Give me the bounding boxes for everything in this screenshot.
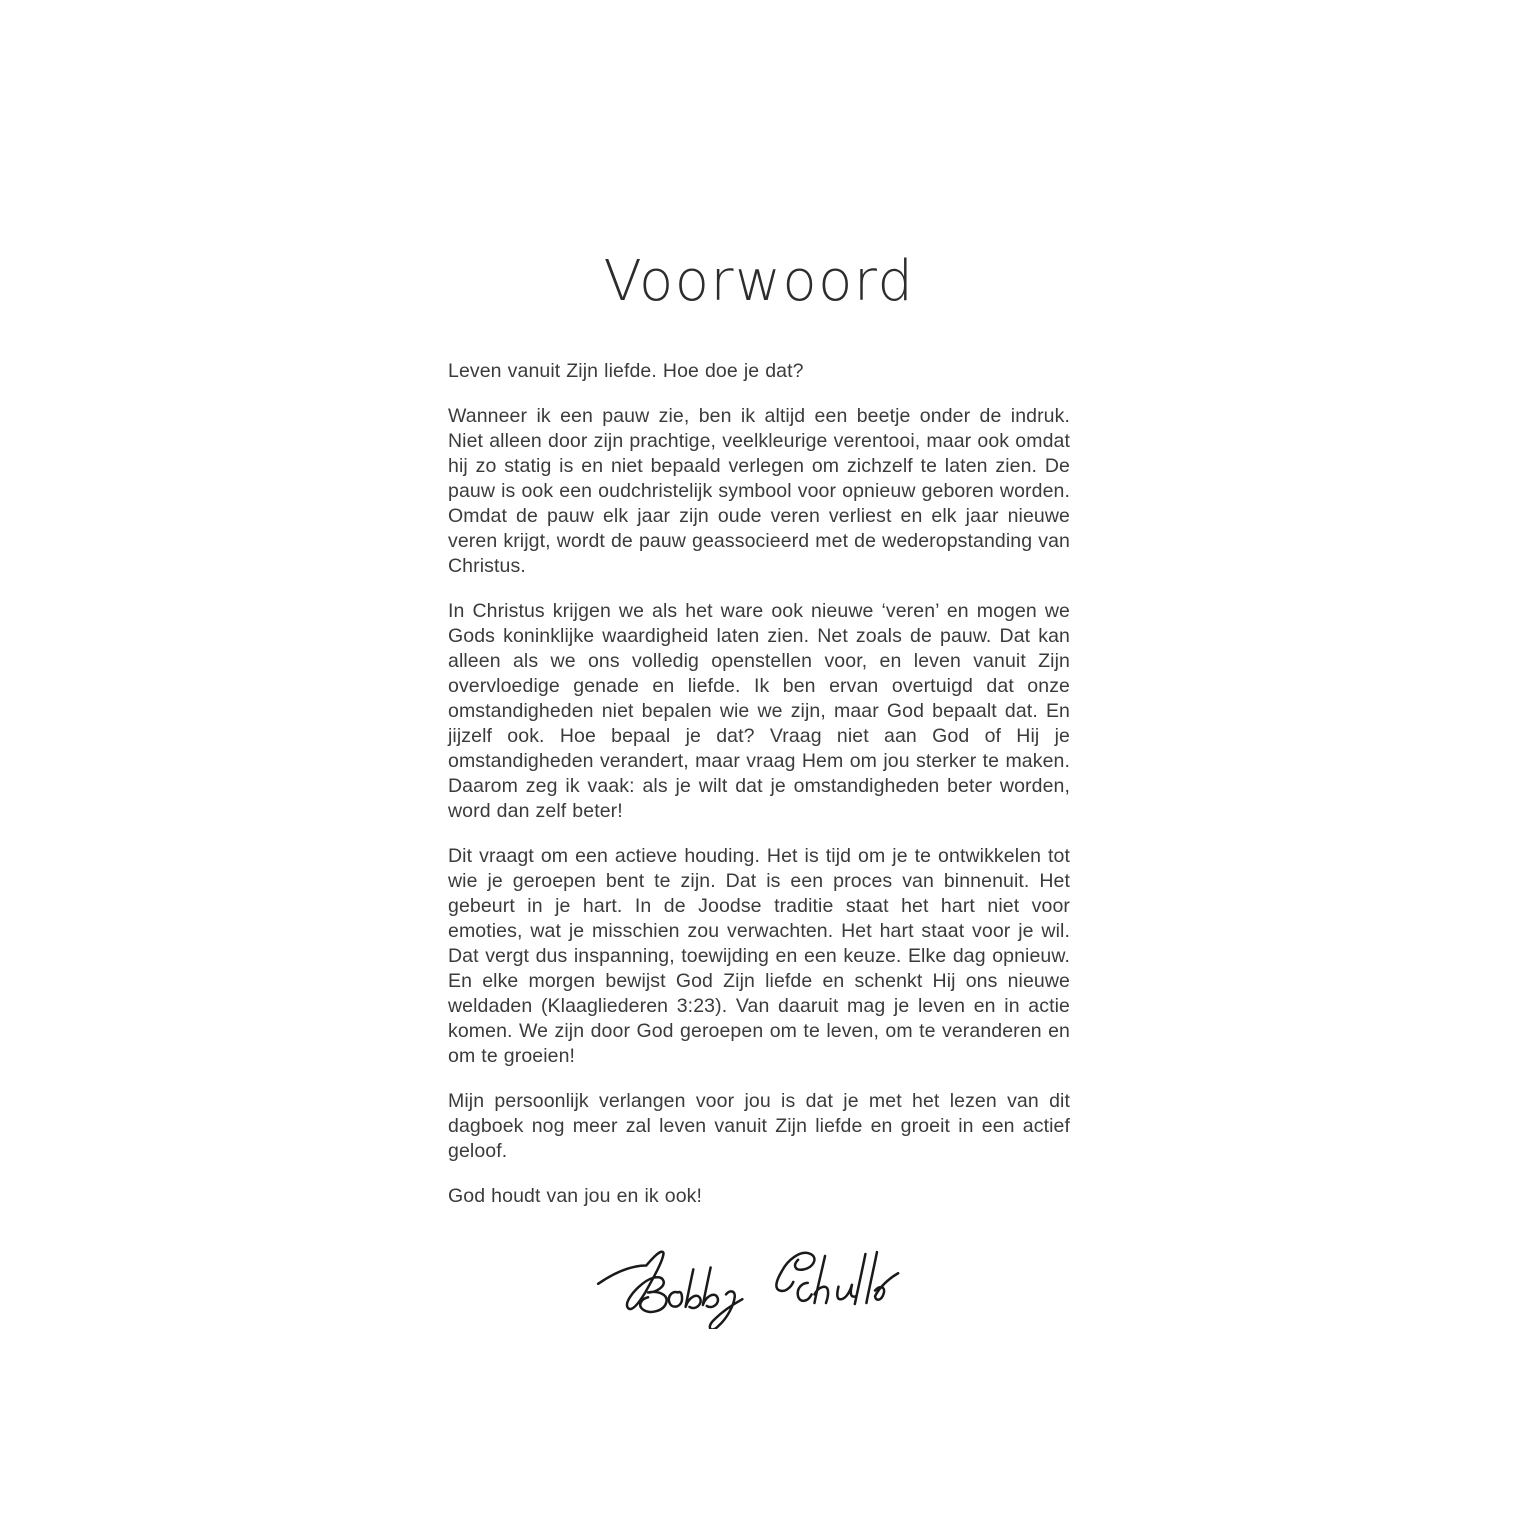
signature-bobby-schuller — [586, 1229, 916, 1329]
foreword-paragraph-active-attitude: Dit vraagt om een actieve houding. Het is tijd om je te ontwikkelen tot wie je geroepen bent te zijn. Dat is een proces van binnenuit. Het gebeurt in je hart. In de Joodse traditie staat het hart niet voor emoties, wat je misschien zou verwachten. Het hart staat voor je wil. Dat vergt dus inspanning, toewijding en een keuze. Elke dag opnieuw. En elke morgen bewijst God Zijn liefde en schenkt Hij ons nieuwe weldaden (Klaagliederen 3:23). Van daaruit mag je leven en in actie komen. We zijn door God geroepen om te leven, om te veranderen en om te groeien! — [448, 844, 1070, 1067]
page-title: Voorwoord — [603, 249, 915, 314]
foreword-body — [448, 359, 1070, 1209]
signature-handwriting-image — [586, 1229, 916, 1329]
text-column — [448, 249, 1070, 1329]
signature-stroke-chuller — [798, 1252, 898, 1304]
foreword-closing-line: God houdt van jou en ik ook! — [448, 1184, 703, 1207]
foreword-paragraph-personal-wish: Mijn persoonlijk verlangen voor jou is dat je met het lezen van dit dagboek nog meer zal leven vanuit Zijn liefde en groeit in een actief geloof. — [448, 1089, 1070, 1162]
foreword-paragraph-new-feathers: In Christus krijgen we als het ware ook nieuwe ‘veren’ en mogen we Gods koninklijke waardigheid laten zien. Net zoals de pauw. Dat kan alleen als we ons volledig openstellen voor, en leven vanuit Zijn overvloedige genade en liefde. Ik ben ervan overtuigd dat onze omstandigheden niet bepalen wie we zijn, maar God bepaalt dat. En jijzelf ook. Hoe bepaal je dat? Vraag niet aan God of Hij je omstandigheden verandert, maar vraag Hem om jou sterker te maken. Daarom zeg ik vaak: als je wilt dat je omstandigheden beter worden, word dan zelf beter! — [448, 599, 1070, 822]
signature-stroke-bobby — [598, 1252, 666, 1312]
foreword-paragraph-peacock: Wanneer ik een pauw zie, ben ik altijd een beetje onder de indruk. Niet alleen door zijn prachtige, veelkleurige verentooi, maar ook omdat hij zo statig is en niet bepaald verlegen om zichzelf te laten zien. De pauw is ook een oudchristelijk symbool voor opnieuw geboren worden. Omdat de pauw elk jaar zijn oude veren verliest en elk jaar nieuwe veren krijgt, wordt de pauw geassocieerd met de wederopstanding van Christus. — [448, 404, 1070, 577]
signature-stroke-s — [776, 1253, 814, 1291]
signature-stroke-obby — [669, 1267, 743, 1329]
foreword-paragraph-intro: Leven vanuit Zijn liefde. Hoe doe je dat? — [448, 359, 804, 382]
